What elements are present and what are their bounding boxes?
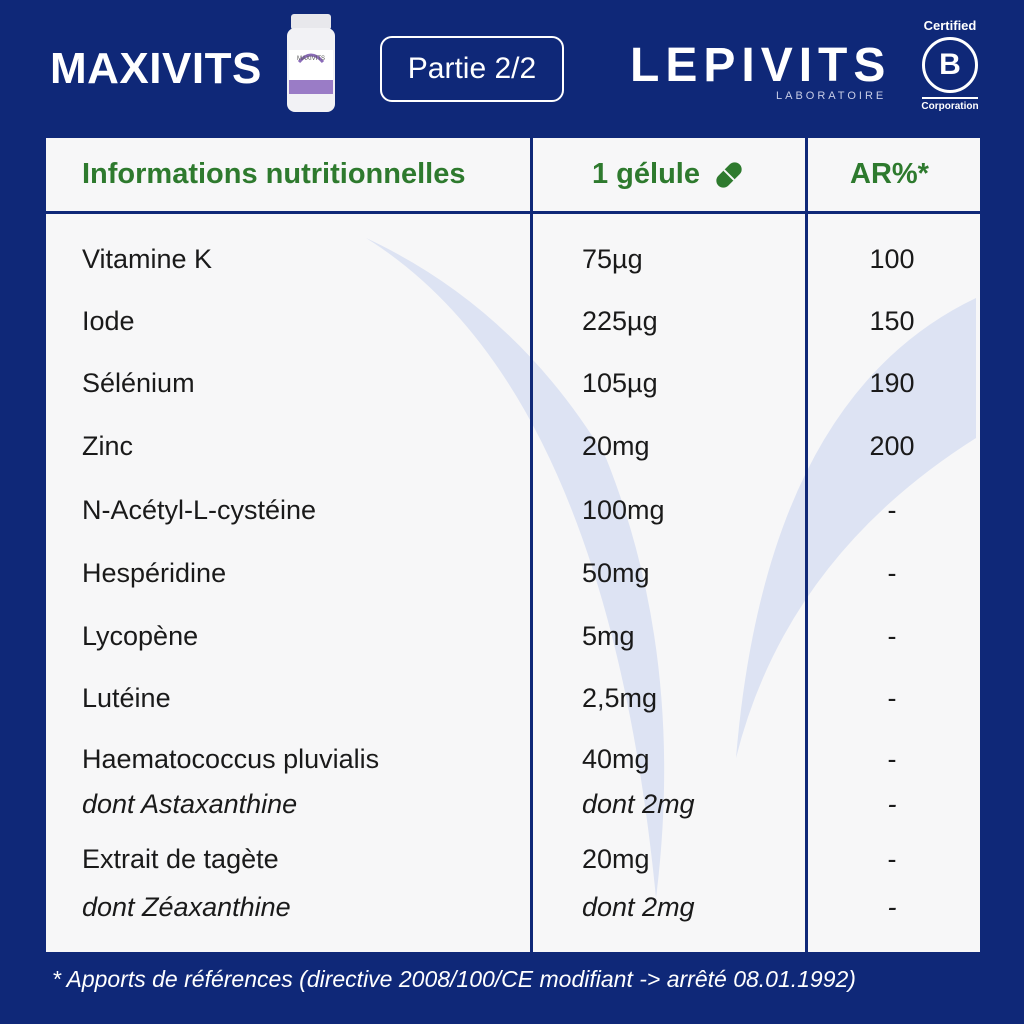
nutrient-name: Sélénium <box>82 368 195 398</box>
nutrient-name: Zinc <box>82 431 134 461</box>
nutrient-name: dont Astaxanthine <box>82 789 298 819</box>
cert-letter: B <box>939 48 961 81</box>
nutrient-ar: - <box>887 558 897 588</box>
nutrient-ar: 150 <box>869 306 915 336</box>
nutrient-dose: 20mg <box>582 844 650 874</box>
part-badge: Partie 2/2 <box>380 36 564 102</box>
nutrient-name: dont Zéaxanthine <box>82 892 291 922</box>
header-divider <box>46 211 980 214</box>
cert-top-label: Certified <box>923 18 977 33</box>
nutrient-name: Extrait de tagète <box>82 844 279 874</box>
bottle-label: MAXIVITS <box>296 56 326 62</box>
nutrient-name: Iode <box>82 306 135 336</box>
footnote: * Apports de références (directive 2008/100/CE modifiant -> arrêté 08.01.1992) <box>52 966 856 992</box>
nutrient-ar: 190 <box>869 368 915 398</box>
nutrient-ar: - <box>887 495 897 525</box>
nutrient-ar: 100 <box>869 244 915 274</box>
header-dose <box>592 138 746 211</box>
nutrient-name: N-Acétyl-L-cystéine <box>82 495 317 525</box>
nutrient-dose: 75µg <box>582 244 643 274</box>
capsule-icon <box>712 158 746 192</box>
nutrient-ar: - <box>887 844 897 874</box>
nutrient-dose: 100mg <box>582 495 665 525</box>
nutrient-dose: 20mg <box>582 431 650 461</box>
cert-divider <box>922 97 978 99</box>
lab-name: LEPIVITS <box>630 39 892 92</box>
product-brand: MAXIVITS <box>50 44 262 93</box>
nutrient-name: Hespéridine <box>82 558 227 588</box>
nutrient-dose: dont 2mg <box>582 789 695 819</box>
cert-bottom-label: Corporation <box>921 101 979 112</box>
nutrient-ar: - <box>887 683 897 713</box>
b-corp-icon <box>922 37 978 93</box>
nutrient-name: Haematococcus pluvialis <box>82 744 380 774</box>
nutrient-ar: - <box>887 789 897 819</box>
b-corp-certification <box>918 18 982 118</box>
lab-subtitle: LABORATOIRE <box>776 90 887 102</box>
header-ar: AR%* <box>850 158 929 190</box>
nutrient-dose: 5mg <box>582 621 635 651</box>
nutrient-dose: 105µg <box>582 368 658 398</box>
column-divider <box>805 138 808 952</box>
nutrient-name: Lutéine <box>82 683 171 713</box>
product-bottle-image <box>285 14 337 114</box>
nutrient-name: Lycopène <box>82 621 199 651</box>
nutrient-ar: - <box>887 744 897 774</box>
header-nutrition-info: Informations nutritionnelles <box>82 158 466 190</box>
nutrient-ar: - <box>887 892 897 922</box>
nutrient-dose: 225µg <box>582 306 658 336</box>
nutrition-table <box>46 138 980 952</box>
nutrient-dose: 2,5mg <box>582 683 658 713</box>
lab-logo <box>630 28 890 108</box>
column-divider <box>530 138 533 952</box>
nutrient-dose: 50mg <box>582 558 650 588</box>
nutrient-dose: 40mg <box>582 744 650 774</box>
nutrient-ar: - <box>887 621 897 651</box>
nutrient-dose: dont 2mg <box>582 892 695 922</box>
nutrient-name: Vitamine K <box>82 244 213 274</box>
header-dose-label: 1 gélule <box>592 158 700 190</box>
nutrient-ar: 200 <box>869 431 915 461</box>
